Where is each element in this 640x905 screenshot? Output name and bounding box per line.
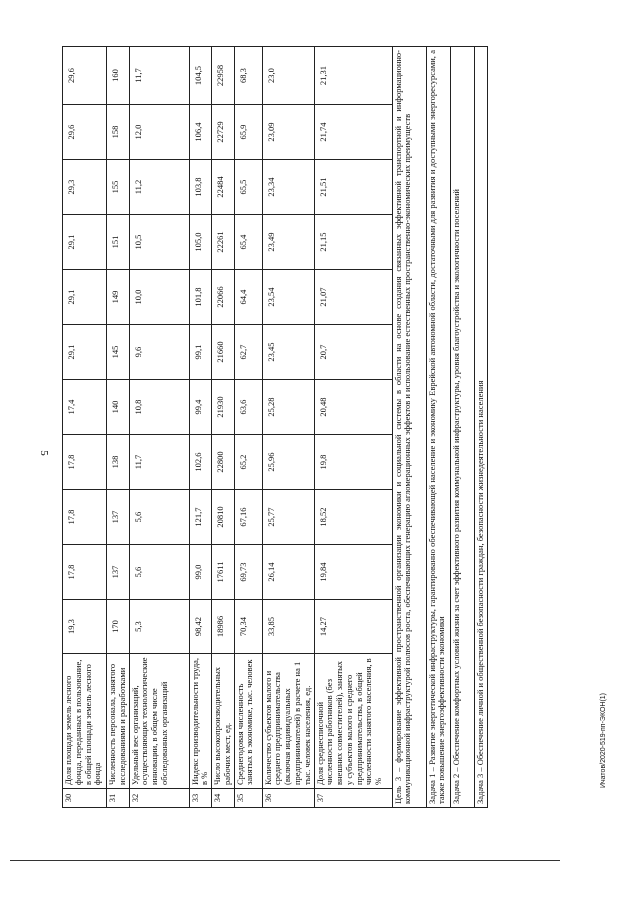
- indicator-value: 65,4: [234, 215, 262, 270]
- indicator-value: 22261: [212, 215, 235, 270]
- indicator-value: 10,0: [129, 270, 189, 325]
- table-row: [262, 47, 314, 808]
- row-number: 32: [129, 789, 189, 808]
- indicator-value: 99,1: [189, 325, 212, 380]
- indicator-value: 19,8: [314, 435, 392, 490]
- footer-divider: [10, 860, 560, 861]
- indicator-value: 12,0: [129, 105, 189, 160]
- indicator-value: 20,7: [314, 325, 392, 380]
- indicator-value: 70,34: [234, 600, 262, 654]
- table-row: [234, 47, 262, 808]
- indicator-value: 29,1: [63, 215, 107, 270]
- indicator-value: 21,31: [314, 47, 392, 105]
- indicator-value: 140: [107, 380, 130, 435]
- indicator-value: 25,28: [262, 380, 314, 435]
- indicator-value: 17,8: [63, 435, 107, 490]
- row-number: 37: [314, 789, 392, 808]
- indicator-value: 29,1: [63, 270, 107, 325]
- row-number: 35: [234, 789, 262, 808]
- document-code: Ичатов/2020-519-пп-ЭКОН(1): [600, 692, 607, 788]
- indicator-value: 68,3: [234, 47, 262, 105]
- indicator-value: 65,5: [234, 160, 262, 215]
- indicator-value: 20810: [212, 490, 235, 545]
- task-1-text: Задача 1 – Развитие энергетической инфраструктуры, гарантированно обеспечивающей население и экономику Еврейской автономной области, достаточными для развития и доступными энергоресурсами, а также повышение энергоэффективности экономики: [426, 47, 450, 808]
- indicators-table: [62, 46, 488, 808]
- indicator-value: 22958: [212, 47, 235, 105]
- indicator-value: 170: [107, 600, 130, 654]
- indicator-value: 149: [107, 270, 130, 325]
- table-row: [107, 47, 130, 808]
- indicator-label: Среднегодовая численность занятых в экономике, тыс. человек: [234, 654, 262, 789]
- indicator-value: 99,0: [189, 545, 212, 600]
- indicator-value: 21,74: [314, 105, 392, 160]
- indicator-label: Доля площади земель лесного фонда, переданных в пользование, в общей площади земель лесного фонда: [63, 654, 107, 789]
- indicator-value: 21,07: [314, 270, 392, 325]
- indicator-value: 21,51: [314, 160, 392, 215]
- indicator-label: Количество субъектов малого и среднего предпринимательства (включая индивидуальных предпринимателей) в расчете на 1 тыс. человек населения, ед.: [262, 654, 314, 789]
- goal-row: [392, 47, 426, 808]
- indicator-value: 11,2: [129, 160, 189, 215]
- indicator-value: 98,42: [189, 600, 212, 654]
- indicator-value: 10,8: [129, 380, 189, 435]
- indicator-value: 11,7: [129, 435, 189, 490]
- task-row: [474, 47, 487, 808]
- row-number: 31: [107, 789, 130, 808]
- indicator-value: 22729: [212, 105, 235, 160]
- indicator-value: 23,09: [262, 105, 314, 160]
- indicator-value: 151: [107, 215, 130, 270]
- indicator-value: 99,4: [189, 380, 212, 435]
- indicator-value: 25,96: [262, 435, 314, 490]
- indicator-value: 11,7: [129, 47, 189, 105]
- row-number: 30: [63, 789, 107, 808]
- indicator-value: 104,5: [189, 47, 212, 105]
- indicator-value: 160: [107, 47, 130, 105]
- row-number: 36: [262, 789, 314, 808]
- indicator-value: 22066: [212, 270, 235, 325]
- indicator-value: 23,0: [262, 47, 314, 105]
- indicator-value: 17,8: [63, 490, 107, 545]
- indicator-value: 64,4: [234, 270, 262, 325]
- table-row: [189, 47, 212, 808]
- indicator-value: 62,7: [234, 325, 262, 380]
- indicator-value: 17,4: [63, 380, 107, 435]
- indicator-value: 137: [107, 490, 130, 545]
- indicator-value: 103,8: [189, 160, 212, 215]
- page-number: 5: [37, 450, 50, 456]
- goal-3-text: Цель 3 – формирование эффективной пространственной организации экономики и социальной системы в области на основе создания связанных эффективной транспортной и информационно-коммуникационной инфраструктурой полюсов роста, обеспечивающих генерацию агломерационных эффектов и использование естественных пространственно-экономических преимуществ: [392, 47, 426, 808]
- task-row: [426, 47, 450, 808]
- task-2-text: Задача 2 – Обеспечение комфортных условий жизни за счет эффективного развития коммунальной инфраструктуры, уровня благоустройства и экологичности поселений: [450, 47, 474, 808]
- indicator-value: 33,85: [262, 600, 314, 654]
- indicator-value: 106,4: [189, 105, 212, 160]
- indicator-value: 138: [107, 435, 130, 490]
- indicator-value: 22800: [212, 435, 235, 490]
- table-row: [314, 47, 392, 808]
- indicator-value: 22484: [212, 160, 235, 215]
- indicator-value: 29,6: [63, 47, 107, 105]
- indicator-value: 5,6: [129, 490, 189, 545]
- table-row: [129, 47, 189, 808]
- indicator-label: Удельный вес организаций, осуществляющих технологические инновации, в общем числе обследованных организаций: [129, 654, 189, 789]
- table-body: [63, 47, 393, 808]
- indicator-label: Доля среднесписочной численности работников (без внешних совместителей), занятых у субъектов малого и среднего предпринимательства, в общей численности занятого населения, в %: [314, 654, 392, 789]
- indicator-value: 158: [107, 105, 130, 160]
- indicator-label: Индекс производительности труда, в %: [189, 654, 212, 789]
- indicator-value: 29,6: [63, 105, 107, 160]
- indicator-value: 9,6: [129, 325, 189, 380]
- indicator-value: 21,15: [314, 215, 392, 270]
- indicator-value: 145: [107, 325, 130, 380]
- table-row: [63, 47, 107, 808]
- task-row: [450, 47, 474, 808]
- indicator-value: 29,1: [63, 325, 107, 380]
- indicator-value: 17611: [212, 545, 235, 600]
- indicator-value: 65,2: [234, 435, 262, 490]
- indicator-label: Число высокопроизводительных рабочих мест, ед.: [212, 654, 235, 789]
- indicator-value: 21660: [212, 325, 235, 380]
- indicator-value: 29,3: [63, 160, 107, 215]
- indicator-value: 21930: [212, 380, 235, 435]
- indicator-value: 137: [107, 545, 130, 600]
- indicator-label: Численность персонала, занятого исследованиями и разработками: [107, 654, 130, 789]
- indicator-value: 26,14: [262, 545, 314, 600]
- indicator-value: 20,48: [314, 380, 392, 435]
- indicator-value: 155: [107, 160, 130, 215]
- indicator-value: 5,6: [129, 545, 189, 600]
- rotated-table-container: [62, 47, 570, 808]
- indicator-value: 19,84: [314, 545, 392, 600]
- indicator-value: 19,3: [63, 600, 107, 654]
- indicator-value: 65,9: [234, 105, 262, 160]
- indicator-value: 10,5: [129, 215, 189, 270]
- row-number: 33: [189, 789, 212, 808]
- indicator-value: 25,77: [262, 490, 314, 545]
- indicator-value: 67,16: [234, 490, 262, 545]
- indicator-value: 105,0: [189, 215, 212, 270]
- indicator-value: 18986: [212, 600, 235, 654]
- table-row: [212, 47, 235, 808]
- indicator-value: 23,34: [262, 160, 314, 215]
- indicator-value: 18,52: [314, 490, 392, 545]
- indicator-value: 14,27: [314, 600, 392, 654]
- indicator-value: 17,8: [63, 545, 107, 600]
- indicator-value: 69,73: [234, 545, 262, 600]
- indicator-value: 23,49: [262, 215, 314, 270]
- task-3-text: Задача 3 – Обеспечение личной и общественной безопасности граждан, безопасности жизнедеятельности населения: [474, 47, 487, 808]
- indicator-value: 23,54: [262, 270, 314, 325]
- indicator-value: 102,6: [189, 435, 212, 490]
- indicator-value: 101,8: [189, 270, 212, 325]
- indicator-value: 5,3: [129, 600, 189, 654]
- indicator-value: 121,7: [189, 490, 212, 545]
- indicator-value: 23,45: [262, 325, 314, 380]
- row-number: 34: [212, 789, 235, 808]
- indicator-value: 63,6: [234, 380, 262, 435]
